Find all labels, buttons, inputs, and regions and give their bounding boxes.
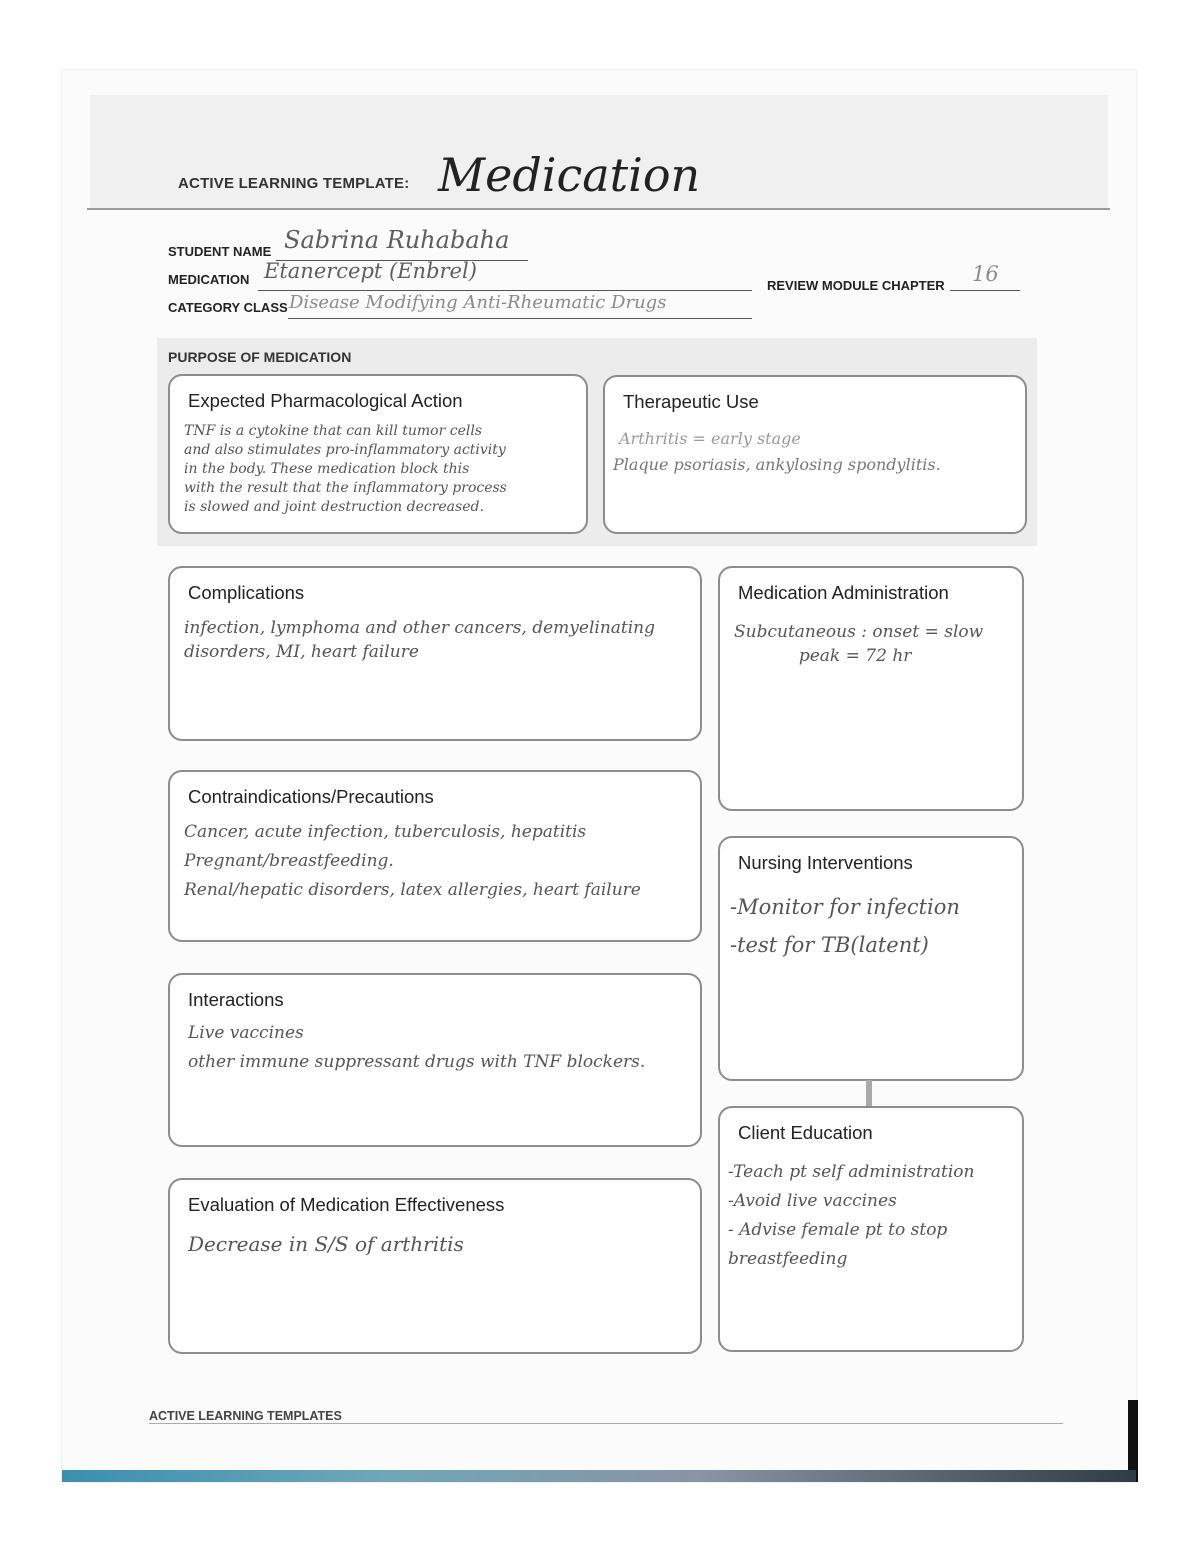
administration-title: Medication Administration [738, 582, 949, 603]
administration-box[interactable] [718, 566, 1024, 811]
medication-underline [258, 290, 752, 291]
review-chapter-underline [950, 290, 1020, 291]
complications-title: Complications [188, 582, 305, 603]
footer-label: ACTIVE LEARNING TEMPLATES [149, 1409, 342, 1423]
administration-text: Subcutaneous : onset = slow peak = 72 hr [734, 622, 984, 666]
medication-label: MEDICATION [168, 272, 250, 287]
contraindications-text: Cancer, acute infection, tuberculosis, hepatitis Pregnant/breastfeeding. Renal/hepatic disorders, latex allergies, heart failure [184, 822, 641, 900]
category-class-underline [288, 318, 752, 319]
footer-divider [149, 1423, 1063, 1424]
medication-value[interactable]: Etanercept (Enbrel) [264, 259, 477, 283]
nursing-interventions-title: Nursing Interventions [738, 852, 913, 873]
evaluation-box[interactable] [168, 1178, 702, 1354]
template-title: Medication [438, 148, 701, 202]
evaluation-text: Decrease in S/S of arthritis [188, 1232, 464, 1256]
complications-box[interactable] [168, 566, 702, 741]
therapeutic-use-box[interactable] [603, 375, 1027, 534]
evaluation-title: Evaluation of Medication Effectiveness [188, 1194, 505, 1215]
interactions-title: Interactions [188, 989, 284, 1010]
complications-text: infection, lymphoma and other cancers, demyelinating disorders, MI, heart failure [184, 618, 656, 662]
student-name-value[interactable]: Sabrina Ruhabaha [284, 226, 510, 254]
expected-action-text: TNF is a cytokine that can kill tumor cells and also stimulates pro-inflammatory activity in the body. These medication block this with the result that the inflammatory process is slowed and joint destruction decreased. [184, 423, 507, 515]
title-divider [87, 208, 1110, 210]
box-connector [866, 1080, 872, 1106]
nursing-interventions-text: -Monitor for infection -test for TB(latent) [730, 895, 960, 957]
purpose-heading: PURPOSE OF MEDICATION [168, 349, 352, 365]
template-label: ACTIVE LEARNING TEMPLATE: [178, 175, 410, 192]
client-education-text: -Teach pt self administration -Avoid live vaccines - Advise female pt to stop breastfeeding [728, 1162, 975, 1269]
review-chapter-value[interactable]: 16 [972, 262, 999, 286]
expected-action-box[interactable] [168, 374, 588, 534]
category-class-value[interactable]: Disease Modifying Anti-Rheumatic Drugs [289, 292, 667, 313]
interactions-text: Live vaccines other immune suppressant drugs with TNF blockers. [188, 1023, 646, 1072]
client-education-box[interactable] [718, 1106, 1024, 1352]
contraindications-box[interactable] [168, 770, 702, 942]
scan-edge-bottom [62, 1470, 1136, 1482]
interactions-box[interactable] [168, 973, 702, 1147]
client-education-title: Client Education [738, 1122, 873, 1143]
therapeutic-use-title: Therapeutic Use [623, 391, 759, 412]
therapeutic-use-line-1: Arthritis = early stage [619, 429, 801, 448]
category-class-label: CATEGORY CLASS [168, 300, 288, 315]
therapeutic-use-line-2: Plaque psoriasis, ankylosing spondylitis. [613, 455, 941, 474]
nursing-interventions-box[interactable] [718, 836, 1024, 1081]
review-chapter-label: REVIEW MODULE CHAPTER [767, 278, 945, 293]
student-name-label: STUDENT NAME [168, 244, 272, 259]
expected-action-title: Expected Pharmacological Action [188, 390, 463, 411]
contraindications-title: Contraindications/Precautions [188, 786, 434, 807]
